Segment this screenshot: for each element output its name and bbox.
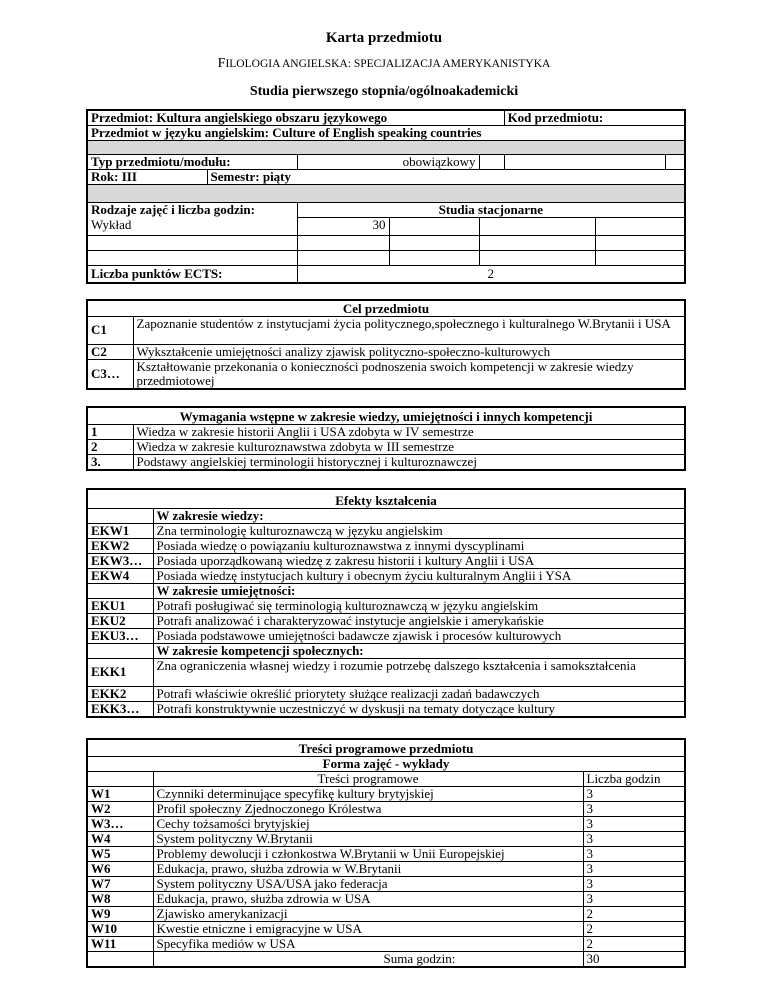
field-rest: ILOLOGIA ANGIELSKA: SPECJALIZACJA AMERYKANISTYKA (225, 58, 551, 70)
empty-cell (389, 251, 479, 266)
outcome-code: EKW1 (87, 523, 153, 538)
outcome-text: Posiada podstawowe umiejętności badawcze zjawisk i procesów kulturowych (153, 628, 685, 643)
program-topic: Specyfika mediów w USA (153, 936, 583, 951)
goal-text: Wykształcenie umiejętności analizy zjawisk polityczno-społeczno-kulturowych (133, 344, 685, 359)
prereq-code: 2 (87, 439, 133, 454)
empty-cell (87, 236, 297, 251)
program-topic: Zjawisko amerykanizacji (153, 906, 583, 921)
program-hours: 3 (583, 846, 685, 861)
type-label: Typ przedmiotu/modułu: (87, 155, 297, 170)
program-hours: 3 (583, 816, 685, 831)
prereq-text: Wiedza w zakresie historii Anglii i USA zdobyta w IV semestrze (133, 424, 685, 439)
program-topic: System polityczny USA/USA jako federacja (153, 876, 583, 891)
subject-info-table (86, 109, 686, 284)
program-topic: Czynniki determinujące specyfikę kultury brytyjskiej (153, 786, 583, 801)
program-hours: 3 (583, 876, 685, 891)
knowledge-heading: W zakresie wiedzy: (153, 508, 685, 523)
social-heading: W zakresie kompetencji społecznych: (153, 643, 685, 658)
empty-cell (389, 236, 479, 251)
program-code: W8 (87, 891, 153, 906)
program-topic: Edukacja, prawo, służba zdrowia w USA (153, 891, 583, 906)
program-hours: 2 (583, 906, 685, 921)
goal-text: Kształtowanie przekonania o konieczności podnoszenia swoich kompetencji w zakresie wiedzy przedmiotowej (133, 359, 685, 389)
program-hours: 3 (583, 831, 685, 846)
program-topic: Edukacja, prawo, służba zdrowia w W.Brytanii (153, 861, 583, 876)
goals-title: Cel przedmiotu (87, 300, 685, 316)
year: Rok: III (87, 170, 207, 185)
outcome-text: Posiada wiedzę instytucjach kultury i obecnym życiu kulturalnym Anglii i YSA (153, 568, 685, 583)
empty-cell (87, 508, 153, 523)
program-topic: Problemy dewolucji i członkostwa W.Brytanii w Unii Europejskiej (153, 846, 583, 861)
program-code: W9 (87, 906, 153, 921)
column-header-hours: Liczba godzin (583, 771, 685, 786)
program-topic: Profil społeczny Zjednoczonego Królestwa (153, 801, 583, 816)
sum-value: 30 (583, 951, 685, 967)
subject-code-label: Kod przedmiotu: (504, 110, 685, 126)
outcome-text: Potrafi właściwie określić priorytety służące realizacji zadań badawczych (153, 686, 685, 701)
sum-label: Suma godzin: (153, 951, 583, 967)
program-code: W7 (87, 876, 153, 891)
semester: Semestr: piąty (207, 170, 685, 185)
outcome-code: EKK3… (87, 701, 153, 717)
ects-value: 2 (297, 266, 685, 283)
outcome-code: EKK2 (87, 686, 153, 701)
program-code: W3… (87, 816, 153, 831)
goal-code: C3… (87, 359, 133, 389)
outcome-code: EKU2 (87, 613, 153, 628)
outcome-text: Potrafi konstruktywnie uczestniczyć w dyskusji na tematy dotyczące kultury (153, 701, 685, 717)
studies-level: Studia pierwszego stopnia/ogólnoakademicki (249, 84, 519, 99)
outcome-text: Zna terminologię kulturoznawczą w języku angielskim (153, 523, 685, 538)
program-code: W10 (87, 921, 153, 936)
subject-name: Przedmiot: Kultura angielskiego obszaru językowego (87, 110, 504, 126)
column-header-content: Treści programowe (153, 771, 583, 786)
outcome-code: EKW3… (87, 553, 153, 568)
goal-code: C2 (87, 344, 133, 359)
program-code: W4 (87, 831, 153, 846)
program-topic: Cechy tożsamości brytyjskiej (153, 816, 583, 831)
empty-cell (87, 643, 153, 658)
outcome-text: Posiada wiedzę o powiązaniu kulturoznawstwa z innymi dyscyplinami (153, 538, 685, 553)
prereq-text: Podstawy angielskiej terminologii historycznej i kulturoznawczej (133, 454, 685, 470)
program-code: W2 (87, 801, 153, 816)
skills-heading: W zakresie umiejętności: (153, 583, 685, 598)
program-content-table (86, 738, 686, 968)
classes-label: Rodzaje zajęć i liczba godzin: (87, 203, 297, 218)
studies-form-label: Studia stacjonarne (297, 203, 685, 218)
empty-cell (87, 771, 153, 786)
program-topic: Kwestie etniczne i emigracyjne w USA (153, 921, 583, 936)
empty-cell (479, 251, 595, 266)
outcome-text: Zna ograniczenia własnej wiedzy i rozumie potrzebę dalszego kształcenia i samokształcenia (153, 658, 685, 686)
program-code: W5 (87, 846, 153, 861)
outcome-code: EKU3… (87, 628, 153, 643)
prereq-title: Wymagania wstępne w zakresie wiedzy, umiejętności i innych kompetencji (87, 407, 685, 424)
goals-table (86, 299, 686, 390)
outcome-code: EKU1 (87, 598, 153, 613)
goal-code: C1 (87, 316, 133, 344)
ects-label: Liczba punktów ECTS: (87, 266, 297, 283)
outcome-code: EKK1 (87, 658, 153, 686)
program-hours: 3 (583, 891, 685, 906)
empty-cell (479, 155, 504, 170)
lecture-label: Wykład (87, 218, 297, 236)
learning-outcomes-table (86, 488, 686, 718)
empty-cell (504, 155, 665, 170)
lecture-hours: 30 (297, 218, 389, 236)
program-hours: 2 (583, 921, 685, 936)
outcome-code: EKW2 (87, 538, 153, 553)
gray-separator (87, 141, 685, 155)
empty-cell (665, 155, 685, 170)
program-hours: 3 (583, 801, 685, 816)
prereq-code: 3. (87, 454, 133, 470)
program-code: W11 (87, 936, 153, 951)
program-form: Forma zajęć - wykłady (87, 756, 685, 771)
empty-cell (389, 218, 479, 236)
program-code: W6 (87, 861, 153, 876)
subject-name-english: Przedmiot w języku angielskim: Culture of English speaking countries (87, 126, 685, 141)
outcome-text: Posiada uporządkowaną wiedzę z zakresu historii i kultury Anglii i USA (153, 553, 685, 568)
empty-cell (87, 583, 153, 598)
page-title: Karta przedmiotu (325, 30, 443, 46)
program-hours: 2 (583, 936, 685, 951)
empty-cell (479, 218, 595, 236)
field-of-study (0, 56, 768, 72)
program-title: Treści programowe przedmiotu (87, 739, 685, 756)
program-hours: 3 (583, 861, 685, 876)
outcome-text: Potrafi analizować i charakteryzować instytucje angielskie i amerykańskie (153, 613, 685, 628)
prereq-text: Wiedza w zakresie kulturoznawstwa zdobyta w III semestrze (133, 439, 685, 454)
gray-separator (87, 185, 685, 203)
empty-cell (87, 951, 153, 967)
type-value: obowiązkowy (297, 155, 479, 170)
program-code: W1 (87, 786, 153, 801)
empty-cell (595, 218, 685, 236)
prerequisites-table (86, 406, 686, 471)
field-first-letter: F (217, 56, 226, 71)
empty-cell (479, 236, 595, 251)
empty-cell (297, 236, 389, 251)
empty-cell (595, 251, 685, 266)
program-hours: 3 (583, 786, 685, 801)
program-topic: System polityczny W.Brytanii (153, 831, 583, 846)
outcome-text: Potrafi posługiwać się terminologią kulturoznawczą w języku angielskim (153, 598, 685, 613)
empty-cell (297, 251, 389, 266)
goal-text: Zapoznanie studentów z instytucjami życia politycznego,społecznego i kulturalnego W.Brytanii i USA (133, 316, 685, 344)
outcomes-title: Efekty kształcenia (87, 489, 685, 508)
empty-cell (87, 251, 297, 266)
outcome-code: EKW4 (87, 568, 153, 583)
prereq-code: 1 (87, 424, 133, 439)
empty-cell (595, 236, 685, 251)
